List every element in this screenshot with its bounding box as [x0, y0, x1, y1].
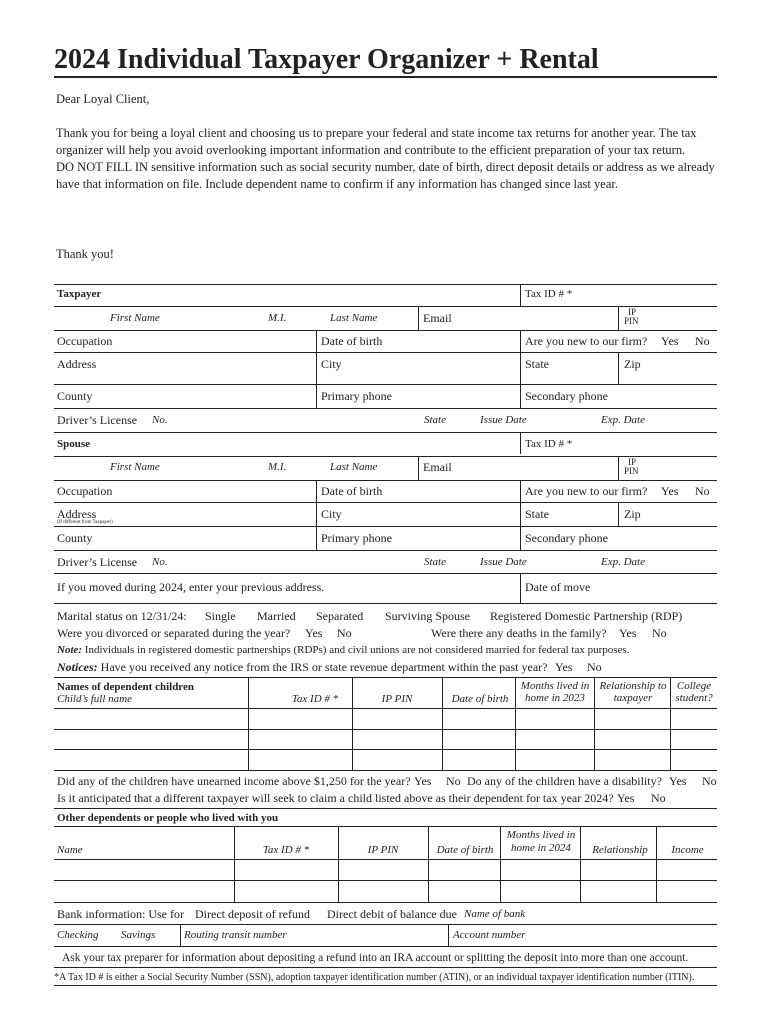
marital-surviving-spouse-option[interactable]: Surviving Spouse [385, 609, 471, 623]
other-col-income: Income [671, 844, 704, 856]
rdp-note [57, 643, 629, 657]
rule [54, 924, 717, 925]
spouse-address-field[interactable]: Address [57, 507, 97, 521]
marital-rdp-option[interactable]: Registered Domestic Partnership (RDP) [490, 609, 683, 623]
disability-no[interactable]: No [702, 774, 717, 788]
savings-option[interactable]: Savings [121, 929, 156, 941]
rule [54, 408, 717, 409]
dependents-col-dob: Date of birth [451, 693, 509, 705]
spouse-new-firm-yes[interactable]: Yes [661, 484, 679, 498]
rule [54, 677, 717, 678]
disability-yes[interactable]: Yes [669, 774, 687, 788]
rule [418, 306, 419, 330]
rule [618, 502, 619, 526]
greeting: Dear Loyal Client, [56, 92, 150, 106]
rule [520, 330, 521, 352]
rule [54, 603, 717, 604]
taxpayer-city-field[interactable]: City [321, 357, 342, 371]
previous-address-field[interactable]: If you moved during 2024, enter your previous address. [57, 580, 325, 594]
marital-separated-option[interactable]: Separated [316, 609, 364, 623]
rule [316, 480, 317, 502]
spouse-city-field[interactable]: City [321, 507, 342, 521]
rule [234, 826, 235, 903]
rule [248, 677, 249, 770]
rule [580, 826, 581, 903]
rule [520, 573, 521, 603]
ira-deposit-note: Ask your tax preparer for information about depositing a refund into an IRA account or splitting the deposit into more than one account. [62, 952, 689, 964]
other-col-months-1: Months lived in [506, 829, 576, 841]
rule [316, 384, 317, 408]
unearned-income-yes[interactable]: Yes [414, 774, 432, 788]
spouse-mi-field[interactable]: M.I. [268, 461, 287, 473]
rule [428, 826, 429, 903]
dependents-col-months-2: home in 2023 [525, 692, 585, 704]
other-col-name: Name [57, 844, 83, 856]
checking-option[interactable]: Checking [57, 929, 99, 941]
account-number-field[interactable]: Account number [453, 929, 526, 941]
taxpayer-dl-number-field[interactable]: No. [152, 414, 168, 426]
rule [338, 826, 339, 903]
taxpayer-new-firm-yes[interactable]: Yes [661, 334, 679, 348]
date-of-move-field[interactable]: Date of move [525, 580, 591, 594]
spouse-dob-field[interactable]: Date of birth [321, 484, 383, 498]
note-text: Individuals in registered domestic partnerships (RDPs) and civil unions are not considered married for federal tax purposes. [82, 644, 630, 656]
notices-no[interactable]: No [587, 660, 602, 674]
dependents-col-tax-id: Tax ID # * [291, 693, 339, 705]
spouse-dl-number-field[interactable]: No. [152, 556, 168, 568]
other-col-relationship: Relationship [592, 844, 648, 856]
intro-paragraph-2: DO NOT FILL IN sensitive information such as social security number, date of birth, direct deposit details or address as we already have that information on file. Include dependent name to confirm if any information has changed since last year. [56, 160, 715, 191]
taxpayer-county-field[interactable]: County [57, 389, 93, 403]
deaths-yes[interactable]: Yes [619, 626, 637, 640]
notices-label: Notices: [57, 660, 98, 674]
spouse-address-note: (If different from Taxpayer) [57, 520, 113, 525]
marital-married-option[interactable]: Married [257, 609, 296, 623]
deaths-question: Were there any deaths in the family? [431, 626, 607, 640]
spouse-zip-field[interactable]: Zip [624, 507, 641, 521]
taxpayer-header: Taxpayer [57, 288, 102, 300]
claim-child-no[interactable]: No [651, 791, 666, 805]
taxpayer-address-field[interactable]: Address [57, 357, 97, 371]
taxpayer-new-firm-label: Are you new to our firm? [525, 334, 648, 348]
taxpayer-secondary-phone-field[interactable]: Secondary phone [525, 389, 608, 403]
bank-name-field[interactable]: Name of bank [464, 908, 526, 920]
taxpayer-dl-issue-date-field[interactable]: Issue Date [480, 414, 527, 426]
direct-debit-option[interactable]: Direct debit of balance due [327, 907, 457, 921]
dependents-col-college-1: College [676, 680, 712, 692]
rule [418, 456, 419, 480]
direct-deposit-option[interactable]: Direct deposit of refund [195, 907, 310, 921]
rule [316, 352, 317, 384]
rule [54, 808, 717, 809]
taxpayer-ip-label: IP [628, 307, 637, 317]
dependents-col-college-2: student? [675, 692, 713, 704]
routing-number-field[interactable]: Routing transit number [184, 929, 287, 941]
taxpayer-state-field[interactable]: State [525, 357, 549, 371]
rule [618, 306, 619, 330]
spouse-county-field[interactable]: County [57, 531, 93, 545]
unearned-income-question: Did any of the children have unearned income above $1,250 for the year? [57, 774, 411, 788]
taxpayer-drivers-license-label: Driver’s License [57, 413, 138, 427]
rule [54, 384, 717, 385]
taxpayer-mi-field[interactable]: M.I. [268, 312, 287, 324]
dependent-row[interactable] [54, 749, 717, 750]
other-col-dob: Date of birth [436, 844, 494, 856]
taxpayer-dl-exp-date-field[interactable]: Exp. Date [601, 414, 645, 426]
rule [520, 284, 521, 306]
dependents-col-name: Child’s full name [57, 693, 132, 705]
other-col-tax-id: Tax ID # * [262, 844, 310, 856]
rule [618, 456, 619, 480]
marital-single-option[interactable]: Single [205, 609, 236, 623]
note-label: Note: [57, 644, 83, 656]
rule [670, 677, 671, 770]
dependents-col-relationship-2: taxpayer [613, 692, 653, 704]
rule [54, 550, 717, 551]
taxpayer-dl-state-field[interactable]: State [424, 414, 446, 426]
rule [54, 284, 717, 285]
taxpayer-email-field[interactable]: Email [423, 311, 452, 325]
rule [520, 384, 521, 408]
rule [352, 677, 353, 770]
divorced-question: Were you divorced or separated during the year? [57, 626, 291, 640]
rule [54, 967, 717, 968]
rule [54, 330, 717, 331]
notices-yes[interactable]: Yes [555, 660, 573, 674]
marital-status-label: Marital status on 12/31/24: [57, 609, 187, 623]
other-dependent-row[interactable] [54, 859, 717, 860]
spouse-tax-id-field[interactable]: Tax ID # * [525, 438, 573, 450]
rule [594, 677, 595, 770]
divorced-no[interactable]: No [337, 626, 352, 640]
taxpayer-primary-phone-field[interactable]: Primary phone [321, 389, 392, 403]
claim-child-question: Is it anticipated that a different taxpayer will seek to claim a child listed above as their dependent for tax year 2024? [57, 791, 614, 805]
dependents-header: Names of dependent children [57, 681, 194, 693]
other-dependents-header: Other dependents or people who lived with you [57, 812, 279, 824]
taxpayer-last-name-field[interactable]: Last Name [330, 312, 378, 324]
spouse-dl-issue-date-field[interactable]: Issue Date [480, 556, 527, 568]
spouse-drivers-license-label: Driver’s License [57, 555, 138, 569]
rule [54, 526, 717, 527]
spouse-ip-label: IP [628, 457, 637, 467]
tax-id-footnote: *A Tax ID # is either a Social Security Number (SSN), adoption taxpayer identification number (ATIN), or an individual taxpayer identification number (ITIN). [54, 972, 695, 983]
notices-question [57, 660, 548, 674]
rule [180, 924, 181, 946]
spouse-dl-state-field[interactable]: State [424, 556, 446, 568]
dependent-row[interactable] [54, 729, 717, 730]
spouse-secondary-phone-field[interactable]: Secondary phone [525, 531, 608, 545]
rule [500, 826, 501, 903]
rule [54, 985, 717, 986]
rule [618, 352, 619, 384]
spouse-primary-phone-field[interactable]: Primary phone [321, 531, 392, 545]
dependent-row[interactable] [54, 708, 717, 709]
rule [316, 330, 317, 352]
taxpayer-first-name-field[interactable]: First Name [110, 312, 160, 324]
rule [656, 826, 657, 903]
spouse-occupation-field[interactable]: Occupation [57, 484, 113, 498]
spouse-new-firm-no[interactable]: No [695, 484, 710, 498]
taxpayer-zip-field[interactable]: Zip [624, 357, 641, 371]
rule [54, 826, 717, 827]
closing: Thank you! [56, 247, 114, 261]
spouse-first-name-field[interactable]: First Name [110, 461, 160, 473]
spouse-email-field[interactable]: Email [423, 460, 452, 474]
rule [54, 902, 717, 903]
title-rule [54, 76, 717, 78]
other-col-ip-pin: IP PIN [367, 844, 399, 856]
spouse-dl-exp-date-field[interactable]: Exp. Date [601, 556, 645, 568]
rule [54, 573, 717, 574]
spouse-new-firm-label: Are you new to our firm? [525, 484, 648, 498]
spouse-header: Spouse [57, 438, 91, 450]
spouse-pin-field[interactable]: PIN [624, 466, 639, 476]
page-title: 2024 Individual Taxpayer Organizer + Rental [54, 44, 599, 75]
rule [520, 480, 521, 502]
dependents-col-ip-pin: IP PIN [381, 693, 413, 705]
taxpayer-occupation-field[interactable]: Occupation [57, 334, 113, 348]
taxpayer-tax-id-field[interactable]: Tax ID # * [525, 288, 573, 300]
taxpayer-pin-field[interactable]: PIN [624, 316, 639, 326]
taxpayer-dob-field[interactable]: Date of birth [321, 334, 383, 348]
rule [54, 770, 717, 771]
dependents-col-months-1: Months lived in [520, 680, 590, 692]
rule [448, 924, 449, 946]
rule [316, 526, 317, 550]
other-col-months-2: home in 2024 [511, 842, 571, 854]
notices-text: Have you received any notice from the IRS or state revenue department within the past year? [97, 660, 548, 674]
intro-letter [56, 125, 726, 193]
unearned-income-no[interactable]: No [446, 774, 461, 788]
spouse-state-field[interactable]: State [525, 507, 549, 521]
rule [54, 946, 717, 947]
intro-paragraph-1: Thank you for being a loyal client and choosing us to prepare your federal and state income tax returns for another year. The tax organizer will help you avoid overlooking important information and contribute to the efficient preparation of your tax return. [56, 126, 697, 157]
rule [515, 677, 516, 770]
rule [316, 502, 317, 526]
divorced-yes[interactable]: Yes [305, 626, 323, 640]
rule [54, 432, 717, 433]
taxpayer-new-firm-no[interactable]: No [695, 334, 710, 348]
rule [520, 526, 521, 550]
rule [520, 432, 521, 454]
rule [442, 677, 443, 770]
spouse-last-name-field[interactable]: Last Name [330, 461, 378, 473]
rule [54, 480, 717, 481]
rule [520, 352, 521, 384]
rule [520, 502, 521, 526]
deaths-no[interactable]: No [652, 626, 667, 640]
bank-info-label: Bank information: Use for [57, 907, 184, 921]
claim-child-yes[interactable]: Yes [617, 791, 635, 805]
dependents-col-relationship-1: Relationship to [599, 680, 667, 692]
disability-question: Do any of the children have a disability? [467, 774, 662, 788]
other-dependent-row[interactable] [54, 880, 717, 881]
